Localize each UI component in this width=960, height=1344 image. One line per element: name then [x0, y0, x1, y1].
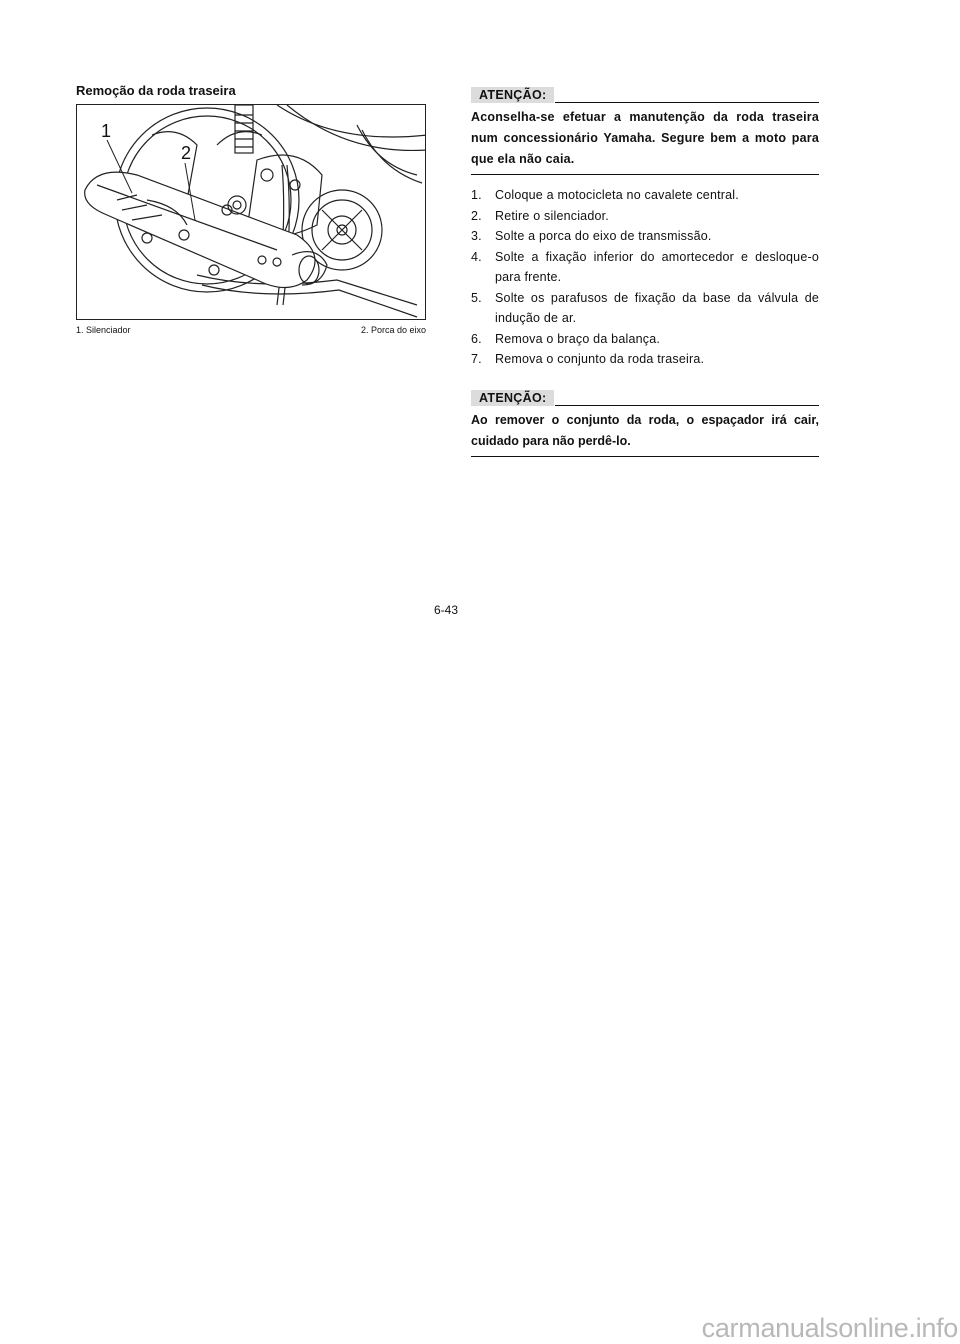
page-number: 6-43: [434, 603, 459, 617]
attention-rule: [555, 102, 819, 103]
step-item: 4. Solte a fixação inferior do amortecedor e desloque-o para frente.: [471, 249, 819, 284]
attention-text: Aconselha-se efetuar a manutenção da roda traseira num concessionário Yamaha. Segure bem a moto para que ela não caia.: [471, 110, 819, 166]
procedure-steps: [471, 185, 819, 370]
attention-text: Ao remover o conjunto da roda, o espaçador irá cair, cuidado para não perdê-lo.: [471, 413, 819, 448]
caption-silenciador: 1. Silenciador: [76, 325, 131, 335]
attention-header: [471, 390, 819, 408]
step-item: 5. Solte os parafusos de fixação da base da válvula de indução de ar.: [471, 290, 819, 325]
muffler-drawing: [77, 105, 426, 320]
step-item: 7. Remova o conjunto da roda traseira.: [471, 352, 705, 366]
attention-label: ATENÇÃO:: [471, 390, 554, 406]
step-item: 1. Coloque a motocicleta no cavalete central.: [471, 188, 739, 202]
caption-porca-do-eixo: 2. Porca do eixo: [360, 325, 426, 335]
attention-box-2: [471, 390, 819, 457]
attention-bottom-rule: [471, 174, 819, 175]
callout-2: 2: [181, 143, 192, 163]
step-item: 3. Solte a porca do eixo de transmissão.: [471, 229, 712, 243]
attention-label: ATENÇÃO:: [471, 87, 554, 103]
step-item: 2. Retire o silenciador.: [471, 208, 609, 223]
attention-header: [471, 87, 819, 105]
rear-wheel-illustration: [76, 104, 426, 320]
attention-bottom-rule: [471, 456, 819, 457]
attention-rule: [555, 405, 819, 406]
step-item: 6. Remova o braço da balança.: [471, 331, 661, 346]
attention-box-1: [471, 87, 819, 175]
watermark: carmanualsonline.info: [701, 1313, 958, 1343]
section-title: Remoção da roda traseira: [76, 83, 236, 98]
callout-1: 1: [101, 121, 112, 141]
